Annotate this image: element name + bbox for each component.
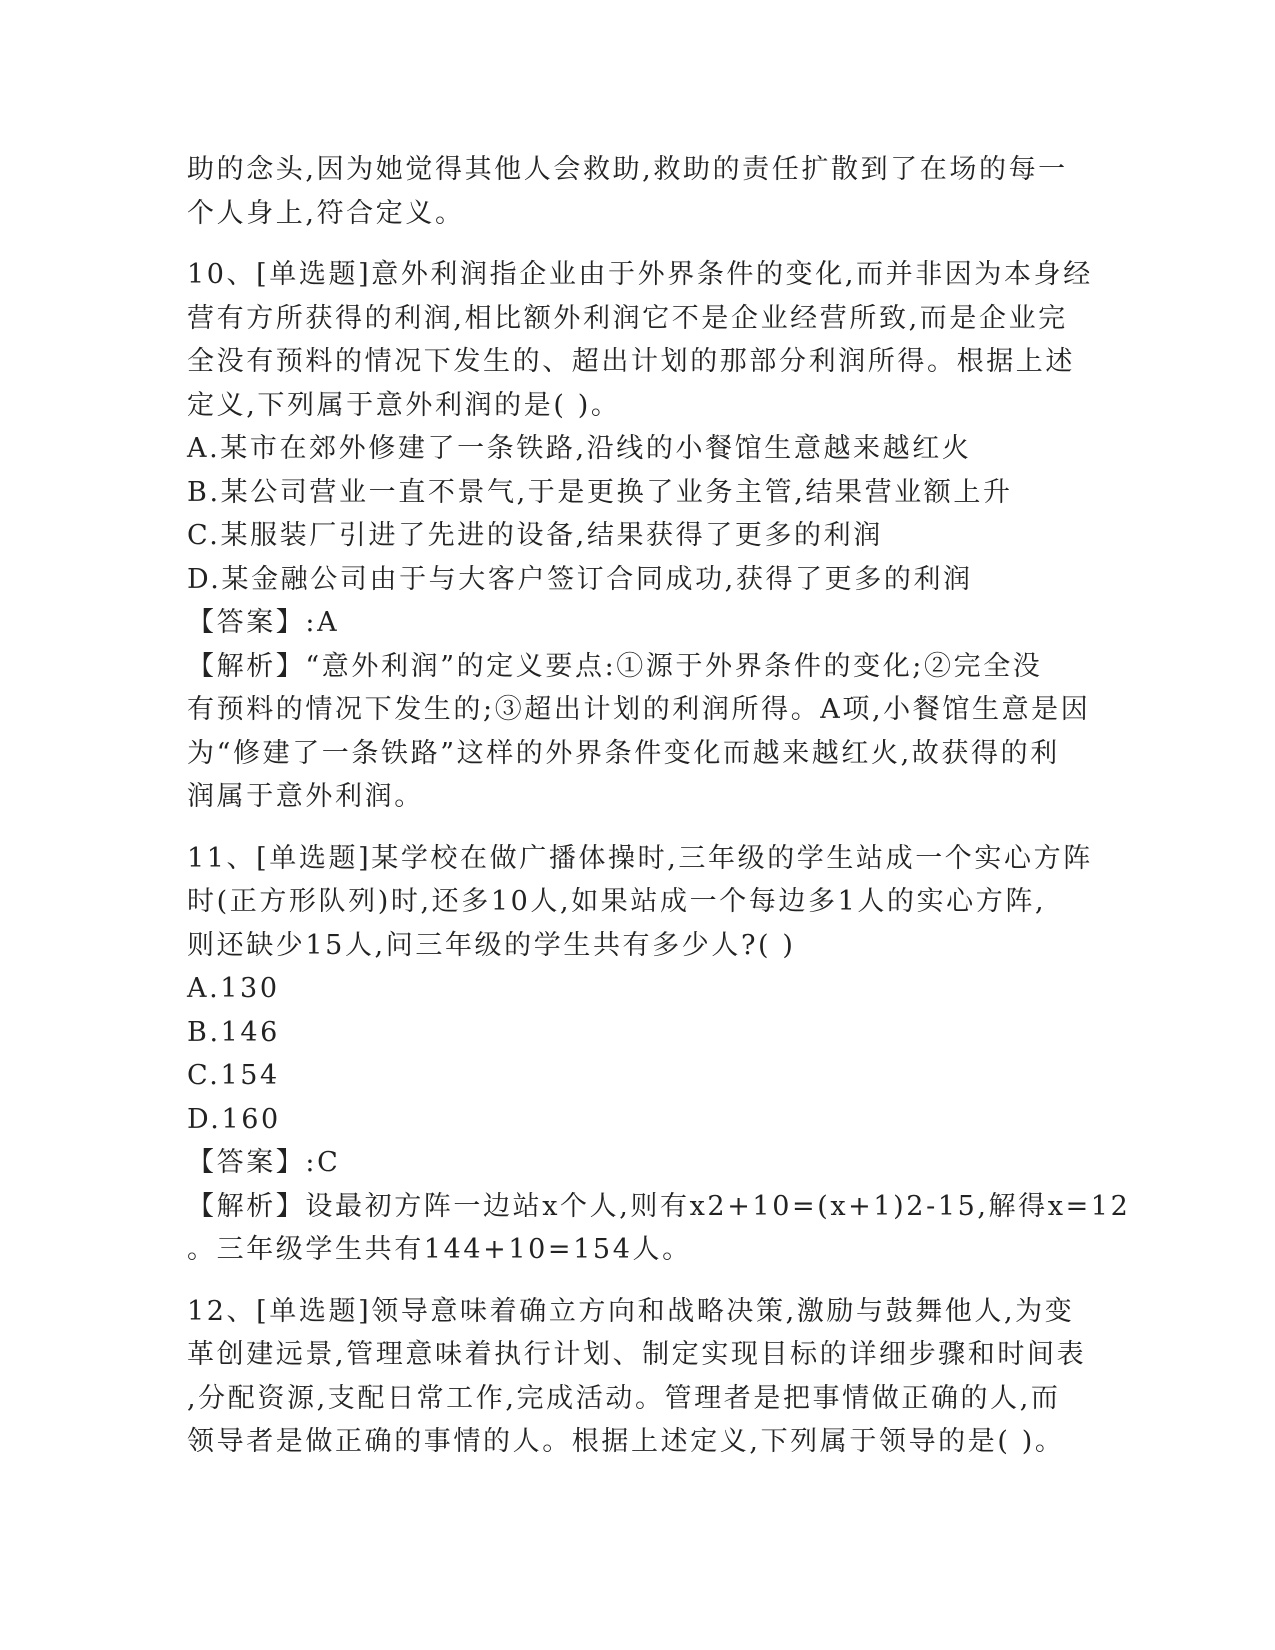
analysis-line: 【解析】设最初方阵一边站x个人,则有x2+10=(x+1)2-15,解得x=12 (187, 1190, 1131, 1222)
question-12 (187, 1290, 1087, 1464)
question-stem-line: 则还缺少15人,问三年级的学生共有多少人?( ) (187, 929, 796, 961)
question-11 (187, 837, 1131, 1272)
analysis-line: 为“修建了一条铁路”这样的外界条件变化而越来越红火,故获得的利 (187, 737, 1060, 769)
text-line: 个人身上,符合定义。 (187, 197, 465, 229)
option-a: A.130 (187, 973, 280, 1004)
question-stem-line: ,分配资源,支配日常工作,完成活动。管理者是把事情做正确的人,而 (187, 1382, 1061, 1414)
question-stem-line: 时(正方形队列)时,还多10人,如果站成一个每边多1人的实心方阵, (187, 886, 1047, 917)
question-stem-line: 10、[单选题]意外利润指企业由于外界条件的变化,而并非因为本身经 (187, 259, 1093, 290)
question-10 (187, 253, 1093, 819)
analysis-line: 。三年级学生共有144+10=154人。 (187, 1234, 692, 1265)
document-page (187, 148, 1131, 1464)
intro-paragraph (187, 148, 1077, 235)
option-c: C.154 (187, 1060, 280, 1091)
question-stem-line: 全没有预料的情况下发生的、超出计划的那部分利润所得。根据上述 (187, 346, 1075, 377)
option-b: B.146 (187, 1016, 280, 1048)
analysis-line: 润属于意外利润。 (187, 781, 424, 812)
analysis-line: 有预料的情况下发生的;③超出计划的利润所得。A项,小餐馆生意是因 (187, 694, 1091, 725)
option-d: D.某金融公司由于与大客户签订合同成功,获得了更多的利润 (187, 563, 973, 595)
option-d: D.160 (187, 1103, 281, 1135)
analysis-line: 【解析】“意外利润”的定义要点:①源于外界条件的变化;②完全没 (187, 650, 1043, 682)
option-b: B.某公司营业一直不景气,于是更换了业务主管,结果营业额上升 (187, 476, 1013, 508)
option-c: C.某服装厂引进了先进的设备,结果获得了更多的利润 (187, 520, 883, 551)
question-stem-line: 11、[单选题]某学校在做广播体操时,三年级的学生站成一个实心方阵 (187, 842, 1093, 874)
question-stem-line: 营有方所获得的利润,相比额外利润它不是企业经营所致,而是企业完 (187, 302, 1068, 334)
question-stem-line: 定义,下列属于意外利润的是( )。 (187, 389, 621, 421)
answer: 【答案】:A (187, 607, 340, 638)
option-a: A.某市在郊外修建了一条铁路,沿线的小餐馆生意越来越红火 (187, 433, 972, 464)
question-stem-line: 革创建远景,管理意味着执行计划、制定实现目标的详细步骤和时间表 (187, 1339, 1087, 1370)
answer: 【答案】:C (187, 1147, 341, 1178)
question-stem-line: 12、[单选题]领导意味着确立方向和战略决策,激励与鼓舞他人,为变 (187, 1295, 1075, 1327)
text-line: 助的念头,因为她觉得其他人会救助,救助的责任扩散到了在场的每一 (187, 154, 1068, 185)
question-stem-line: 领导者是做正确的事情的人。根据上述定义,下列属于领导的是( )。 (187, 1426, 1065, 1457)
